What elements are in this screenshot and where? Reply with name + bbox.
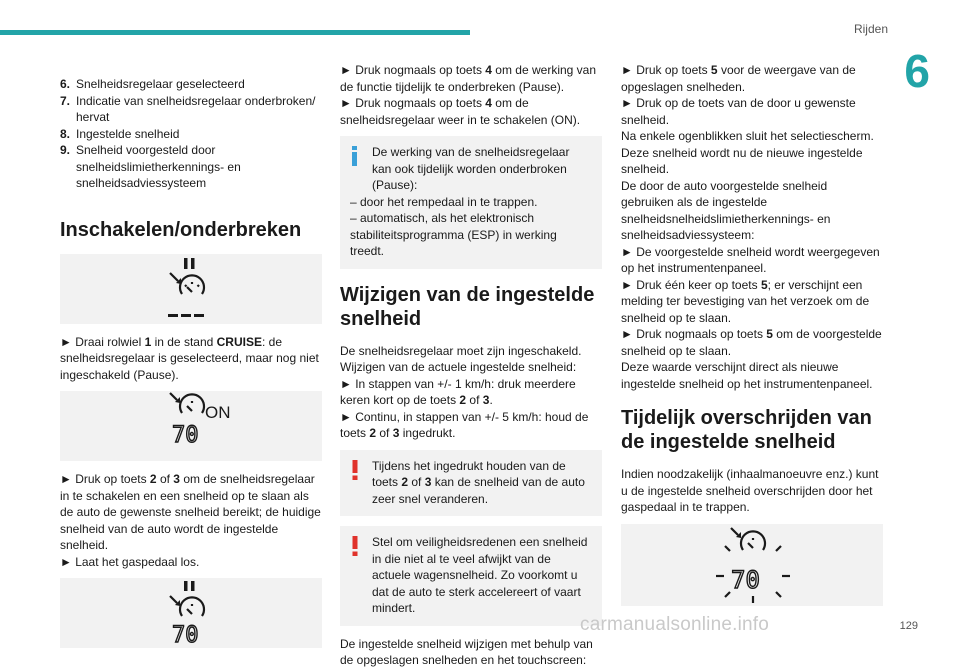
speed-readout: 70 — [731, 565, 760, 594]
column-2 — [340, 62, 602, 669]
display-on-figure — [60, 391, 322, 461]
paragraph: Na enkele ogenblikken sluit het selectiescherm. Deze snelheid wordt nu de nieuwe ingestelde snelheid. — [621, 129, 874, 176]
paragraph: Deze waarde verschijnt direct als nieuwe ingestelde snelheid op het instrumentenpaneel. — [621, 360, 873, 391]
dashes-icon — [168, 314, 204, 317]
legend-list — [60, 76, 322, 192]
chapter-number: 6 — [904, 45, 930, 97]
paragraph: ► Druk nogmaals op toets 5 om de voorgestelde snelheid op te slaan. — [621, 327, 882, 358]
on-label: ON — [205, 403, 231, 422]
header-accent-bar — [0, 30, 470, 35]
paragraph: ► Druk nogmaals op toets 4 om de werking van de functie tijdelijk te onderbreken (Pause). — [340, 63, 597, 94]
warning-icon — [348, 534, 362, 558]
info-note: De werking van de snelheidsregelaar kan ook tijdelijk worden onderbroken (Pause): – door het rempedaal in te trappen. – automatisch, als het elektronisch stabiliteitsprogramma (ESP) in werking treedt. — [340, 136, 602, 269]
paragraph: ► Continu, in stappen van +/- 5 km/h: houd de toets 2 of 3 ingedrukt. — [340, 409, 589, 440]
paragraph: Indien noodzakelijk (inhaalmanoeuvre enz.) kunt u de ingestelde snelheid overschrijden door het gaspedaal in te trappen. — [621, 467, 879, 514]
paragraph: ► Druk nogmaals op toets 4 om de snelheidsregelaar weer in te schakelen (ON). — [340, 96, 581, 127]
warning-icon — [348, 458, 362, 482]
watermark: carmanualsonline.info — [580, 614, 770, 635]
paragraph: ► Druk op de toets van de door u gewenste snelheid. — [621, 96, 856, 127]
paragraph: De door de auto voorgestelde snelheid gebruiken als de ingestelde snelheidsnelheidslimietherkennings- en snelheidsadviessysteem: — [621, 178, 831, 242]
paragraph: ► De voorgestelde snelheid wordt weergegeven op het instrumentenpaneel. — [621, 244, 880, 275]
cruise-gauge-icon — [731, 528, 765, 550]
heading-inschakelen: Inschakelen/onderbreken — [60, 218, 302, 241]
warning-note: Tijdens het ingedrukt houden van de toets 2 of 3 kan de snelheid van de auto zeer snel veranderen. — [340, 450, 602, 517]
heading-wijzigen: Wijzigen van de ingestelde snelheid — [340, 283, 595, 330]
pause-icon — [184, 258, 195, 269]
cruise-gauge-icon — [170, 273, 204, 294]
paragraph: ► Druk op toets 5 voor de weergave van de opgeslagen snelheden. — [621, 63, 856, 94]
display-pause-figure — [60, 254, 322, 324]
column-1 — [60, 62, 322, 658]
cruise-gauge-icon — [170, 393, 204, 413]
paragraph: Wijzigen van de actuele ingestelde snelheid: — [340, 360, 577, 374]
list-item: 7. Indicatie van snelheidsregelaar onderbroken/ hervat — [60, 93, 316, 124]
speed-readout: 70 — [172, 623, 199, 648]
cruise-gauge-icon — [170, 596, 204, 616]
paragraph: De ingestelde snelheid wijzigen met behulp van de opgeslagen snelheden en het touchscreen: — [340, 636, 593, 667]
paragraph: ► Laat het gaspedaal los. — [60, 554, 200, 569]
list-item: 8. Ingestelde snelheid — [60, 126, 180, 141]
paragraph: ► Druk op toets 2 of 3 om de snelheidsregelaar in te schakelen en een snelheid op te slaan als de auto de gewenste snelheid bereikt; de huidige snelheid van de auto wordt de ingestelde snelheid. — [60, 472, 321, 552]
warning-note: Stel om veiligheidsredenen een snelheid in die niet al te veel afwijkt van de actuele wagensnelheid. Zo voorkomt u dat de auto te sterk accelereert of vaart mindert. — [340, 526, 602, 626]
speed-readout: 70 — [172, 423, 199, 448]
info-icon — [348, 144, 362, 168]
paragraph: ► In stappen van +/- 1 km/h: druk meerdere keren kort op de toets 2 of 3. — [340, 376, 576, 407]
column-3 — [621, 62, 883, 616]
display-pause-speed-figure — [60, 578, 322, 648]
list-item: 6. Snelheidsregelaar geselecteerd — [60, 77, 245, 91]
paragraph: ► Draai rolwiel 1 in de stand CRUISE: de snelheidsregelaar is geselecteerd, maar nog niet ingeschakeld (Pause). — [60, 334, 319, 382]
list-item: 9. Snelheid voorgesteld door snelheidslimietherkennings- en snelheidsadviessysteem — [60, 143, 241, 190]
paragraph: De snelheidsregelaar moet zijn ingeschakeld. — [340, 343, 582, 358]
display-overspeed-figure — [621, 524, 883, 606]
section-title: Rijden — [853, 22, 888, 36]
page-number: 129 — [899, 620, 918, 632]
pause-icon — [184, 581, 195, 591]
heading-overschrijden: Tijdelijk overschrijden van de ingestelde snelheid — [621, 407, 872, 453]
paragraph: ► Druk één keer op toets 5; er verschijnt een melding ter bevestiging van het verzoek om de snelheid op te slaan. — [621, 277, 870, 325]
